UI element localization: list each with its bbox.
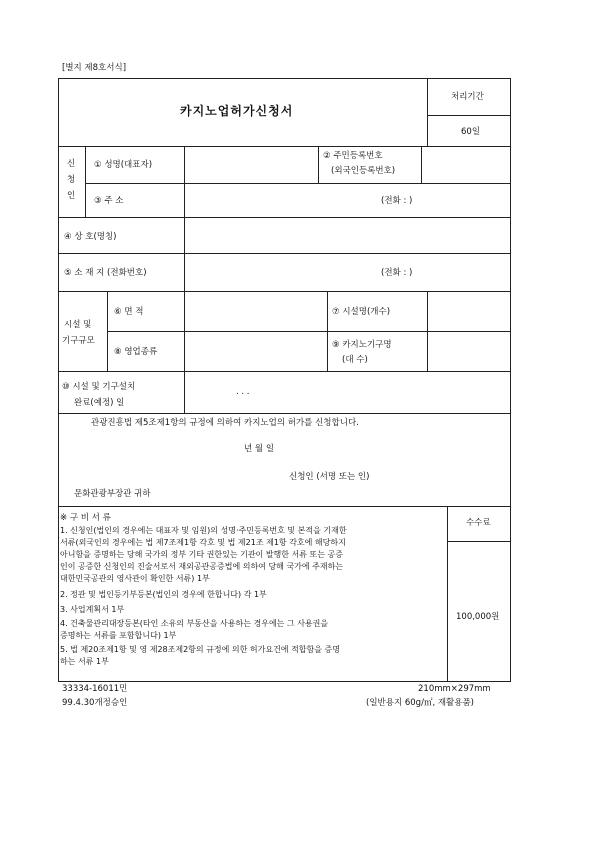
location-field[interactable] [186,255,508,289]
regno-label-sub: (외국인등록번호) [331,166,396,176]
name-field[interactable] [186,148,316,181]
approval-date: 99.4.30개정승인 [62,698,128,708]
fee-label: 수수료 [466,518,491,528]
form-number: [별지 제8호서식] [62,63,127,73]
casino-machine-label: ⑨ 카지노기구명 [332,340,392,350]
facility-count-label: ⑦ 시설명(개수) [332,307,391,317]
business-type-field[interactable] [186,333,325,369]
regno-label: ② 주민등록번호 [323,151,383,161]
area-field[interactable] [186,293,325,329]
address-field[interactable] [186,185,508,215]
addressee: 문화관광부장관 귀하 [74,489,151,499]
regno-field[interactable] [423,148,509,181]
address-phone: (전화 : ) [381,196,413,206]
document-item: 3. 사업계획서 1부 [60,605,125,614]
document-item: 증명하는 서류를 포함합니다) 1부 [60,631,177,640]
business-type-label: ⑧ 영업종류 [114,347,158,357]
completion-label: ⑩ 시설 및 기구설치 [62,382,136,392]
documents-heading: ※ 구 비 서 류 [60,513,111,523]
applicant-signature: 신청인 (서명 또는 인) [289,472,370,482]
casino-machine-field[interactable] [429,333,508,369]
area-label: ⑥ 면 적 [114,307,144,317]
completion-date-field[interactable] [186,373,508,411]
document-item: 1. 신청인(법인의 경우에는 대표자 및 임원)의 성명·주민등록번호 및 본적을 기재한 [60,526,347,535]
facility-count-field[interactable] [429,293,508,329]
document-item: 대한민국공관의 영사관이 확인한 서류) 1부 [60,574,210,583]
document-item: 아니함을 증명하는 당해 국가의 정부 기타 권한있는 기관이 발행한 서류 또는 공증 [60,550,343,559]
address-label: ③ 주 소 [94,196,124,206]
document-item: 서류(외국인의 경우에는 법 제7조제1항 각호 및 법 제21조 제1항 각호에 해당하지 [60,538,346,547]
completion-date-dots: . . . [236,387,250,397]
statement: 관광진흥법 제5조제1항의 규정에 의하여 카지노업의 허가를 신청합니다. [91,418,359,428]
date-line: 년 월 일 [244,444,275,454]
paper-size: 210mm×297mm [418,684,491,694]
casino-machine-label-sub: (대 수) [342,355,368,365]
form-code: 33334-16011민 [62,684,128,694]
facility-label-1: 시설 및 [64,320,92,330]
processing-period-label: 처리기간 [451,92,484,102]
document-item: 5. 법 제20조제1항 및 영 제28조제2항의 규정에 의한 허가요건에 적합함을 증명 [60,645,340,654]
document-item: 2. 정관 및 법인등기부등본(법인의 경우에 한합니다) 각 1부 [60,590,267,599]
name-label: ① 성명(대표자) [94,160,153,170]
location-label: ⑤ 소 재 지 (전화번호) [64,268,147,278]
applicant-label-3: 인 [67,191,76,201]
page-title: 카지노업허가신청서 [180,104,294,118]
document-item: 하는 서류 1부 [60,657,109,666]
completion-label-sub: 완료(예정) 일 [74,398,125,408]
trade-name-label: ④ 상 호(명칭) [64,232,117,242]
facility-label-2: 기구규모 [62,336,95,346]
location-phone: (전화 : ) [381,268,413,278]
fee-value: 100,000원 [456,612,500,622]
processing-period-value: 60일 [461,127,481,137]
document-item: 인이 공증한 신청인의 진술서로서 재외공관공증법에 의하여 당해 국가에 주재하는 [60,562,344,571]
trade-name-field[interactable] [186,219,508,251]
applicant-label-2: 청 [67,175,76,185]
applicant-label-1: 신 [67,159,76,169]
document-item: 4. 건축물관리대장등본(타인 소유의 부동산을 사용하는 경우에는 그 사용권을 [60,619,329,628]
paper-spec: (일반용지 60g/㎡, 재활용품) [366,698,475,708]
